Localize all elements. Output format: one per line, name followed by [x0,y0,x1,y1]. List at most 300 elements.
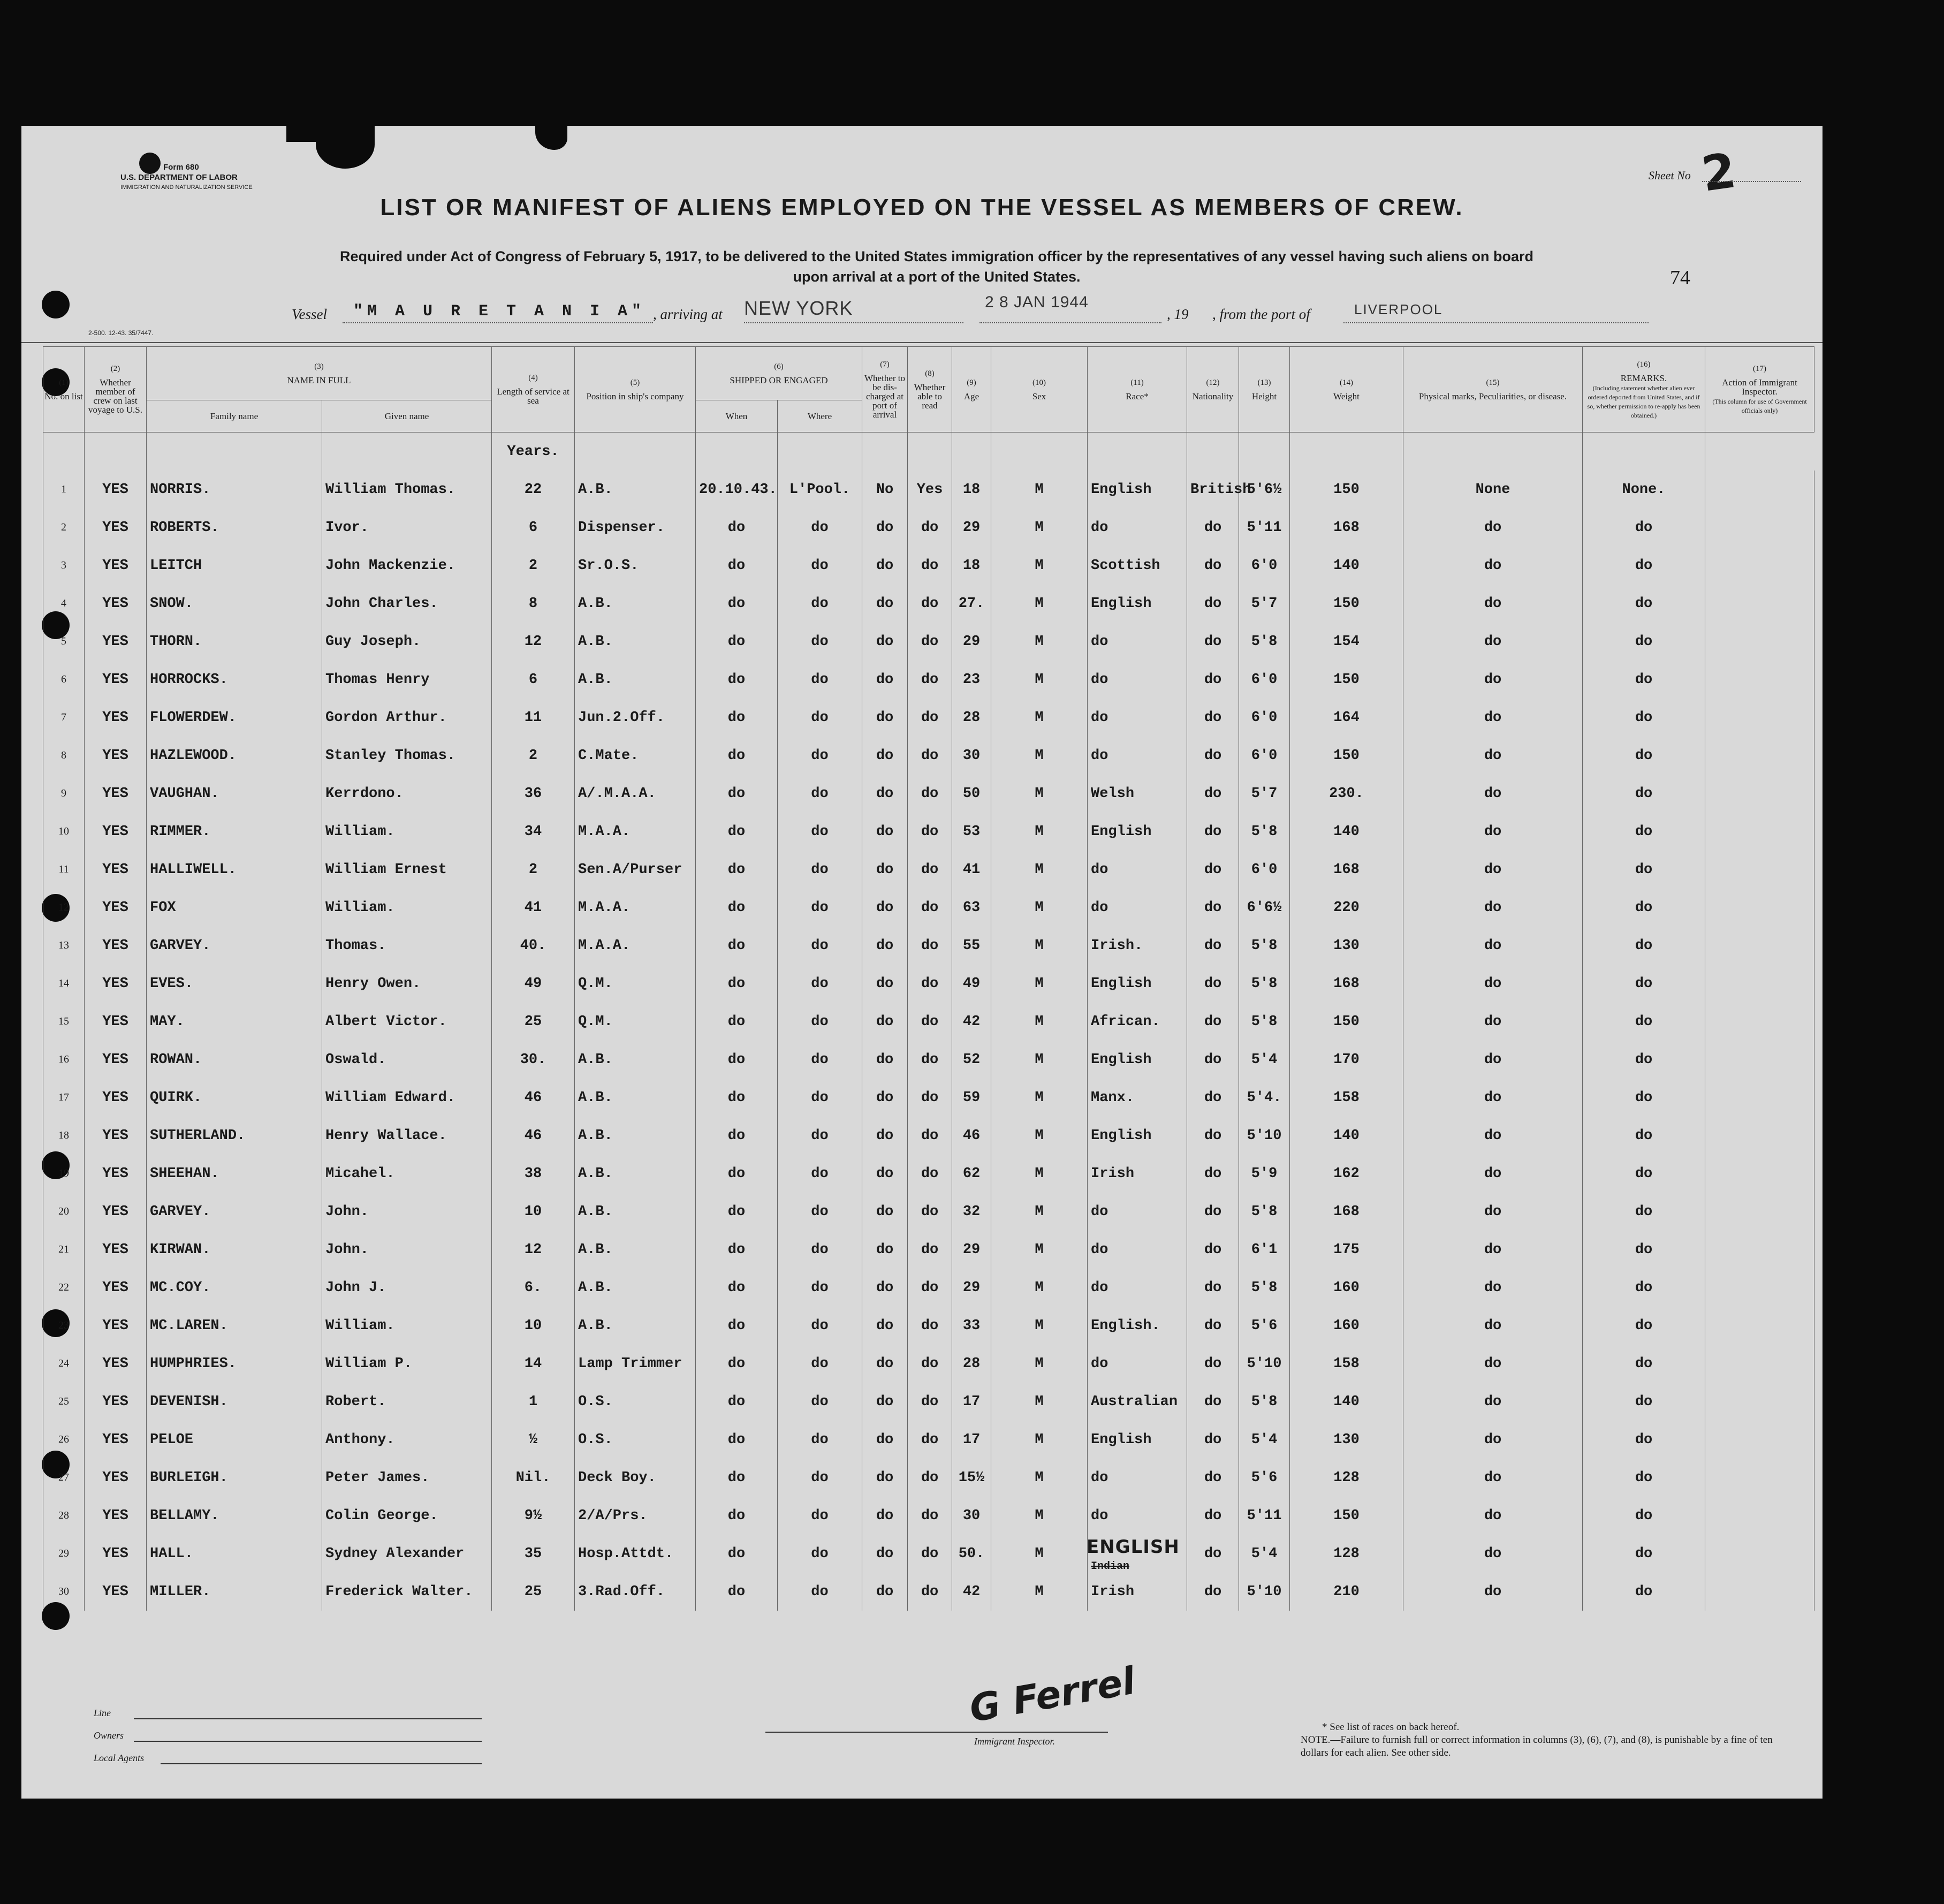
cell-where: do [778,1117,862,1155]
cell-position: A.B. [575,1231,696,1269]
cell-given: Colin George. [322,1497,492,1535]
cell-n: 6 [43,661,85,699]
cell-inspector-action [1705,1497,1814,1535]
cell-family: HUMPHRIES. [147,1345,322,1383]
cell-discharged: do [862,851,908,889]
punch-hole [42,291,70,318]
cell-read: do [908,1269,952,1307]
cell-service: 6. [492,1269,575,1307]
cell-family: BELLAMY. [147,1497,322,1535]
cell-race: do [1088,1193,1187,1231]
cell-family: MC.LAREN. [147,1307,322,1345]
cell-position: Jun.2.Off. [575,699,696,737]
cell-position: C.Mate. [575,737,696,775]
cell-discharged: do [862,1573,908,1611]
cell-family: SHEEHAN. [147,1155,322,1193]
torn-edge [535,120,567,150]
line-underline [134,1718,482,1719]
cell-age: 23 [952,661,991,699]
cell-given: Oswald. [322,1041,492,1079]
cell-marks: do [1403,1459,1583,1497]
cell-nationality: do [1187,1079,1239,1117]
cell-discharged: do [862,661,908,699]
cell-n: 13 [43,927,85,965]
cell-height: 6'0 [1239,699,1290,737]
cell-remarks: do [1583,851,1705,889]
table-row [43,1307,1814,1345]
cell-inspector-action [1705,1117,1814,1155]
cell-inspector-action [1705,699,1814,737]
cell-when: do [696,661,778,699]
cell-weight: 220 [1290,889,1403,927]
year-label: , 19 [1167,306,1189,322]
col-inspector-action: (17) Action of Immigrant Inspector. (This column for use of Government officials only) [1705,347,1814,433]
cell-remarks: do [1583,889,1705,927]
cell-family: HALLIWELL. [147,851,322,889]
cell-n: 25 [43,1383,85,1421]
cell-given: Henry Owen. [322,965,492,1003]
cell-service: 2 [492,737,575,775]
cell-weight: 150 [1290,1497,1403,1535]
cell-crew: YES [85,1535,147,1573]
cell-marks: do [1403,889,1583,927]
cell-sex: M [991,927,1088,965]
cell-discharged: do [862,1193,908,1231]
cell-discharged: do [862,1003,908,1041]
cell-race: Irish. [1088,927,1187,965]
cell-height: 5'11 [1239,1497,1290,1535]
cell-sex: M [991,509,1088,547]
cell-age: 18 [952,471,991,509]
table-row [43,1269,1814,1307]
cell-discharged: No [862,471,908,509]
cell-family: BURLEIGH. [147,1459,322,1497]
cell-read: do [908,927,952,965]
cell-when: do [696,547,778,585]
cell-weight: 210 [1290,1573,1403,1611]
cell-read: do [908,1573,952,1611]
cell-height: 6'1 [1239,1231,1290,1269]
cell-weight: 168 [1290,965,1403,1003]
cell-nationality: do [1187,1193,1239,1231]
cell-position: A.B. [575,1041,696,1079]
cell-read: do [908,1421,952,1459]
cell-discharged: do [862,623,908,661]
cell-weight: 230. [1290,775,1403,813]
cell-crew: YES [85,547,147,585]
col-no-on-list: (1) No. on list [43,347,85,433]
cell-where: do [778,1003,862,1041]
cell-n: 24 [43,1345,85,1383]
cell-remarks: do [1583,1117,1705,1155]
cell-marks: None [1403,471,1583,509]
cell-when: do [696,699,778,737]
cell-weight: 175 [1290,1231,1403,1269]
cell-remarks: do [1583,585,1705,623]
cell-nationality: do [1187,1497,1239,1535]
cell-when: do [696,509,778,547]
cell-sex: M [991,471,1088,509]
cell-sex: M [991,1383,1088,1421]
cell-marks: do [1403,1573,1583,1611]
cell-family: ROWAN. [147,1041,322,1079]
cell-read: do [908,1003,952,1041]
cell-weight: 160 [1290,1269,1403,1307]
local-agents-label: Local Agents [94,1753,145,1763]
cell-n: 19 [43,1155,85,1193]
cell-family: FOX [147,889,322,927]
cell-n: 3 [43,547,85,585]
cell-age: 50. [952,1535,991,1573]
cell-remarks: do [1583,1231,1705,1269]
cell-nationality: do [1187,661,1239,699]
cell-sex: M [991,547,1088,585]
cell-read: do [908,1497,952,1535]
cell-service: 1 [492,1383,575,1421]
cell-inspector-action [1705,775,1814,813]
cell-discharged: do [862,1345,908,1383]
table-row [43,1383,1814,1421]
cell-crew: YES [85,1307,147,1345]
cell-service: 40. [492,927,575,965]
cell-marks: do [1403,699,1583,737]
cell-weight: 130 [1290,927,1403,965]
cell-age: 63 [952,889,991,927]
cell-n: 23 [43,1307,85,1345]
cell-discharged: do [862,509,908,547]
arrival-date-stamp: 2 8 JAN 1944 [985,293,1089,311]
cell-marks: do [1403,1345,1583,1383]
cell-position: A.B. [575,1307,696,1345]
col-where: Where [778,400,862,433]
cell-height: 5'4 [1239,1421,1290,1459]
race-correction: ENGLISH [1087,1536,1180,1558]
cell-given: Micahel. [322,1155,492,1193]
cell-given: Gordon Arthur. [322,699,492,737]
col-weight: (14) Weight [1290,347,1403,433]
col-able-to-read: (8) Whether able to read [908,347,952,433]
cell-age: 17 [952,1421,991,1459]
cell-nationality: do [1187,1231,1239,1269]
cell-weight: 150 [1290,1003,1403,1041]
table-row [43,1117,1814,1155]
vessel-line [343,322,653,323]
print-code: 2-500. 12-43. 35/7447. [88,329,154,337]
cell-n: 7 [43,699,85,737]
cell-race: do [1088,1497,1187,1535]
cell-weight: 168 [1290,1193,1403,1231]
cell-service: 12 [492,623,575,661]
cell-height: 5'8 [1239,927,1290,965]
cell-service: 49 [492,965,575,1003]
cell-inspector-action [1705,623,1814,661]
page-number: 74 [1670,267,1690,289]
table-row [43,699,1814,737]
cell-inspector-action [1705,1041,1814,1079]
cell-service: 46 [492,1117,575,1155]
cell-race: do [1088,889,1187,927]
cell-given: John. [322,1193,492,1231]
cell-n: 1 [43,471,85,509]
cell-read: do [908,1041,952,1079]
cell-marks: do [1403,965,1583,1003]
col-remarks: (16) REMARKS. (Including statement whether alien ever ordered deported from United States, and if so, whether permission to re-apply has been obtained.) [1583,347,1705,433]
cell-read: do [908,1459,952,1497]
cell-position: 2/A/Prs. [575,1497,696,1535]
cell-where: do [778,1497,862,1535]
cell-height: 5'8 [1239,1003,1290,1041]
cell-marks: do [1403,851,1583,889]
cell-crew: YES [85,1155,147,1193]
cell-sex: M [991,1421,1088,1459]
cell-nationality: do [1187,1003,1239,1041]
col-sex: (10) Sex [991,347,1088,433]
cell-remarks: do [1583,1459,1705,1497]
cell-service: 2 [492,851,575,889]
department-name: U.S. DEPARTMENT OF LABOR [120,173,238,182]
cell-height: 5'10 [1239,1345,1290,1383]
cell-weight: 168 [1290,509,1403,547]
cell-n: 11 [43,851,85,889]
cell-read: do [908,851,952,889]
service-name: IMMIGRATION AND NATURALIZATION SERVICE [120,184,253,191]
cell-race: Indian [1088,1535,1187,1573]
cell-height: 6'6½ [1239,889,1290,927]
cell-inspector-action [1705,889,1814,927]
cell-weight: 150 [1290,737,1403,775]
cell-marks: do [1403,737,1583,775]
cell-height: 5'8 [1239,965,1290,1003]
cell-when: 20.10.43. [696,471,778,509]
cell-height: 5'7 [1239,775,1290,813]
col-height: (13) Height [1239,347,1290,433]
cell-height: 5'4 [1239,1535,1290,1573]
cell-race: Irish [1088,1573,1187,1611]
cell-crew: YES [85,1193,147,1231]
cell-n: 20 [43,1193,85,1231]
cell-remarks: do [1583,775,1705,813]
cell-age: 55 [952,927,991,965]
cell-sex: M [991,585,1088,623]
cell-service: 46 [492,1079,575,1117]
cell-service: 22 [492,471,575,509]
sheet-no-value: 2 [1698,142,1740,203]
cell-service: 25 [492,1573,575,1611]
cell-race: Scottish [1088,547,1187,585]
cell-when: do [696,965,778,1003]
crew-manifest-table [43,346,1814,1611]
cell-when: do [696,1269,778,1307]
table-row [43,1079,1814,1117]
line-label: Line [94,1708,111,1718]
cell-crew: YES [85,1041,147,1079]
cell-when: do [696,1345,778,1383]
footer-notes [1301,1721,1798,1759]
cell-sex: M [991,1041,1088,1079]
cell-sex: M [991,623,1088,661]
cell-given: Albert Victor. [322,1003,492,1041]
cell-crew: YES [85,509,147,547]
cell-discharged: do [862,585,908,623]
cell-sex: M [991,1079,1088,1117]
cell-weight: 160 [1290,1307,1403,1345]
cell-remarks: do [1583,1003,1705,1041]
cell-age: 28 [952,1345,991,1383]
cell-nationality: do [1187,1269,1239,1307]
cell-n: 4 [43,585,85,623]
cell-read: Yes [908,471,952,509]
cell-read: do [908,623,952,661]
manifest-sheet [21,126,1823,1799]
cell-race: do [1088,737,1187,775]
cell-marks: do [1403,1041,1583,1079]
cell-remarks: do [1583,1155,1705,1193]
cell-where: do [778,1079,862,1117]
cell-given: Stanley Thomas. [322,737,492,775]
cell-crew: YES [85,623,147,661]
cell-read: do [908,889,952,927]
cell-given: Anthony. [322,1421,492,1459]
cell-age: 29 [952,623,991,661]
cell-read: do [908,547,952,585]
col-name-in-full: (3) NAME IN FULL [147,347,492,400]
cell-nationality: do [1187,927,1239,965]
cell-where: do [778,1345,862,1383]
vessel-label: Vessel [292,306,327,322]
cell-position: Sr.O.S. [575,547,696,585]
cell-where: do [778,623,862,661]
cell-height: 5'9 [1239,1155,1290,1193]
cell-n: 8 [43,737,85,775]
cell-weight: 162 [1290,1155,1403,1193]
cell-when: do [696,1155,778,1193]
table-row [43,1231,1814,1269]
cell-age: 28 [952,699,991,737]
cell-family: HALL. [147,1535,322,1573]
cell-nationality: do [1187,1345,1239,1383]
cell-marks: do [1403,813,1583,851]
table-row [43,965,1814,1003]
cell-family: MC.COY. [147,1269,322,1307]
cell-where: do [778,775,862,813]
cell-race: African. [1088,1003,1187,1041]
cell-where: do [778,927,862,965]
cell-read: do [908,965,952,1003]
cell-position: A.B. [575,471,696,509]
cell-discharged: do [862,927,908,965]
cell-service: 25 [492,1003,575,1041]
cell-where: do [778,1155,862,1193]
cell-sex: M [991,1003,1088,1041]
table-row [43,585,1814,623]
table-row [43,1003,1814,1041]
cell-crew: YES [85,1497,147,1535]
cell-crew: YES [85,889,147,927]
cell-sex: M [991,1459,1088,1497]
cell-inspector-action [1705,1459,1814,1497]
cell-race: do [1088,1459,1187,1497]
cell-when: do [696,1003,778,1041]
cell-nationality: do [1187,1041,1239,1079]
cell-inspector-action [1705,1269,1814,1307]
cell-service: 30. [492,1041,575,1079]
cell-weight: 168 [1290,851,1403,889]
cell-crew: YES [85,927,147,965]
cell-given: Thomas. [322,927,492,965]
cell-given: William. [322,1307,492,1345]
cell-nationality: British [1187,471,1239,509]
cell-discharged: do [862,813,908,851]
cell-discharged: do [862,1231,908,1269]
cell-family: MILLER. [147,1573,322,1611]
cell-family: SUTHERLAND. [147,1117,322,1155]
date-line [979,322,1161,323]
cell-family: SNOW. [147,585,322,623]
cell-height: 5'8 [1239,1193,1290,1231]
cell-position: A.B. [575,1193,696,1231]
cell-remarks: do [1583,1535,1705,1573]
cell-remarks: do [1583,927,1705,965]
cell-n: 14 [43,965,85,1003]
cell-when: do [696,1231,778,1269]
cell-family: DEVENISH. [147,1383,322,1421]
cell-inspector-action [1705,1079,1814,1117]
cell-nationality: do [1187,775,1239,813]
arriving-label: , arriving at [653,306,723,322]
table-row [43,813,1814,851]
cell-n: 5 [43,623,85,661]
cell-age: 50 [952,775,991,813]
cell-when: do [696,1421,778,1459]
from-port-stamp: LIVERPOOL [1354,301,1443,317]
cell-when: do [696,1383,778,1421]
cell-given: Kerrdono. [322,775,492,813]
cell-where: do [778,509,862,547]
sheet-no-label: Sheet No [1649,169,1691,182]
torn-edge [316,120,375,169]
cell-crew: YES [85,1421,147,1459]
document-subtitle [262,246,1611,287]
cell-remarks: do [1583,1345,1705,1383]
cell-given: Thomas Henry [322,661,492,699]
cell-service: 35 [492,1535,575,1573]
cell-race: Australian [1088,1383,1187,1421]
cell-where: do [778,1269,862,1307]
cell-remarks: do [1583,1307,1705,1345]
cell-given: Guy Joseph. [322,623,492,661]
col-physical-marks: (15) Physical marks, Peculiarities, or disease. [1403,347,1583,433]
cell-inspector-action [1705,1535,1814,1573]
cell-sex: M [991,1307,1088,1345]
cell-marks: do [1403,585,1583,623]
cell-discharged: do [862,1535,908,1573]
cell-when: do [696,623,778,661]
cell-inspector-action [1705,1307,1814,1345]
years-label: Years. [492,433,575,471]
cell-marks: do [1403,1269,1583,1307]
cell-sex: M [991,1535,1088,1573]
cell-remarks: do [1583,965,1705,1003]
cell-sex: M [991,1117,1088,1155]
cell-service: Nil. [492,1459,575,1497]
col-discharged: (7) Whether to be dis-charged at port of arrival [862,347,908,433]
cell-crew: YES [85,737,147,775]
cell-family: HAZLEWOOD. [147,737,322,775]
cell-where: do [778,1535,862,1573]
cell-where: do [778,1421,862,1459]
cell-service: 34 [492,813,575,851]
cell-position: A.B. [575,1155,696,1193]
